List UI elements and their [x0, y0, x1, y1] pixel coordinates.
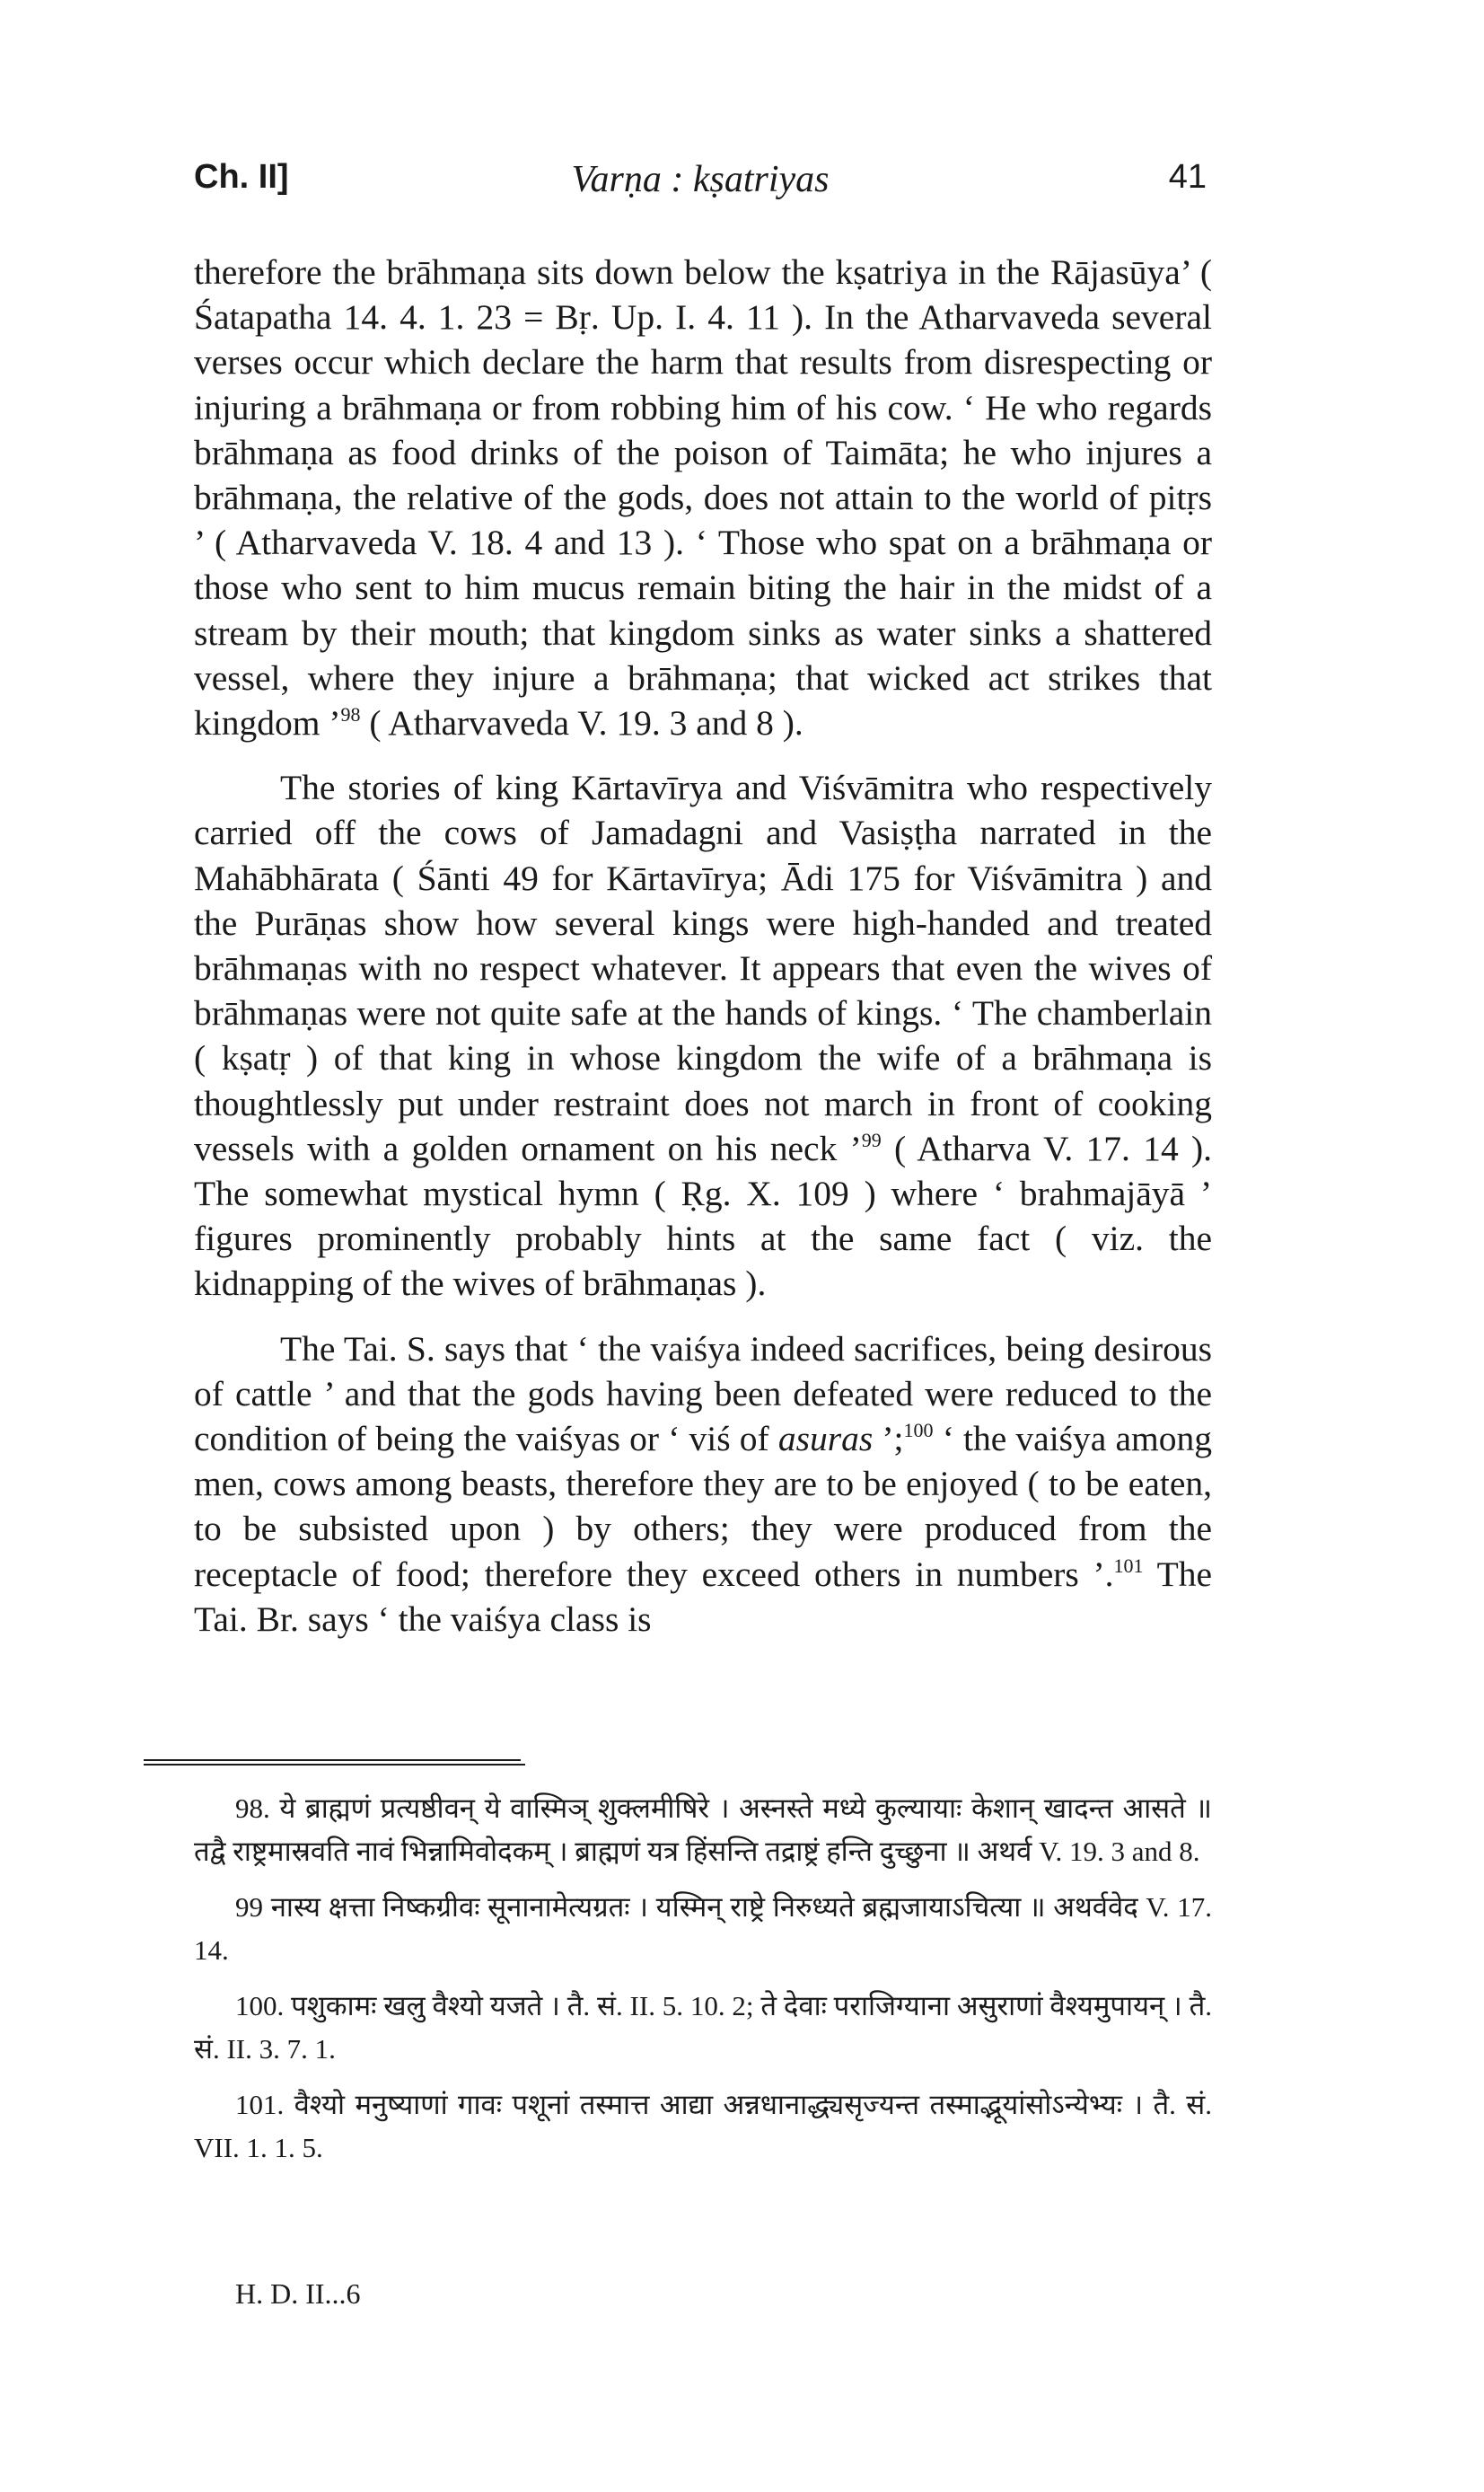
footnote-99 — [194, 1886, 1212, 1972]
running-header — [194, 158, 1207, 212]
footnote-98 — [194, 1787, 1212, 1873]
running-title: Varṇa : kṣatriyas — [571, 159, 830, 200]
footnote-number: 99 — [235, 1891, 263, 1923]
paragraph-text: ‘ the vaiśya among men, cows among beasts, therefore they are to be enjoyed ( to be eaten, to be subsisted upon ) by others; they were produced from the receptacle of food; therefore they exceed others in numbers ’. — [194, 1419, 1212, 1594]
footnote-100 — [194, 1985, 1212, 2071]
footnote-divider-double — [144, 1764, 525, 1766]
footnote-ref-98: 98 — [340, 703, 361, 726]
footnote-text: नास्य क्षत्ता निष्कग्रीवः सूनानामेत्यग्रतः । यस्मिन् राष्ट्रे निरुध्यते ब्रह्मजायाऽचित्या ॥ अथर्ववेद V. 17. 14. — [194, 1891, 1212, 1966]
footnote-divider — [144, 1759, 521, 1761]
footnote-ref-101: 101 — [1113, 1554, 1144, 1577]
footnote-ref-99: 99 — [861, 1128, 882, 1151]
footnote-number: 101. — [235, 2089, 285, 2120]
paragraph-3 — [194, 1326, 1212, 1642]
footnote-101 — [194, 2083, 1212, 2170]
footnote-ref-100: 100 — [903, 1419, 934, 1442]
page-number: 41 — [1168, 158, 1207, 196]
footnotes — [194, 1787, 1212, 2182]
footnote-text: वैश्यो मनुष्याणां गावः पशूनां तस्मात्त आद्या अन्नधानाद्ध्यसृज्यन्त तस्माद्भूयांसोऽन्येभ्यः । तै. सं. VII. 1. 1. 5. — [194, 2089, 1213, 2163]
paragraph-text: ( Atharvaveda V. 19. 3 and 8 ). — [360, 703, 803, 744]
paragraph-text: therefore the brāhmaṇa sits down below the kṣatriya in the Rājasūya’ ( Śatapatha 14. 4. 1. 23 = Bṛ. Up. I. 4. 11 ). In the Atharvaveda several verses occur which declare the harm that results from disrespecting or injuring a brāhmaṇa or from robbing him of his cow. ‘ He who regards brāhmaṇa as food drinks of the poison of Taimāta; he who injures a brāhmaṇa, the relative of the gods, does not attain to the world of pitṛs ’ ( Atharvaveda V. 18. 4 and 13 ). ‘ Those who spat on a brāhmaṇa or those who sent to him mucus remain biting the hair in the midst of a stream by their mouth; that kingdom sinks as water sinks a shattered vessel, where they injure a brāhmaṇa; that wicked act strikes that kingdom ’ — [194, 252, 1212, 744]
paragraph-text: The stories of king Kārtavīrya and Viśvāmitra who respectively carried off the cows of Jamadagni and Vasiṣṭha narrated in the Mahābhārata ( Śānti 49 for Kārtavīrya; Ādi 175 for Viśvāmitra ) and the Purāṇas show how several kings were high-handed and treated brāhmaṇas with no respect whatever. It appears that even the wives of brāhmaṇas were not quite safe at the hands of kings. ‘ The chamberlain ( kṣatṛ ) of that king in whose kingdom the wife of a brāhmaṇa is thoughtlessly put under restraint does not march in front of cooking vessels with a golden ornament on his neck ’ — [194, 768, 1212, 1168]
paragraph-text: The Tai. Br. says ‘ the vaiśya class is — [194, 1554, 1212, 1639]
footnote-text: ये ब्राह्मणं प्रत्यष्ठीवन् ये वास्मिञ् शुक्लमीषिरे । अस्नस्ते मध्ये कुल्यायाः केशान् खादन्त आसते ॥ तद्वै राष्ट्रमास्रवति नावं भिन्नामिवोदकम् । ब्राह्मणं यत्र हिंसन्ति तद्राष्ट्रं हन्ति दुच्छुना ॥ अथर्व V. 19. 3 and 8. — [194, 1792, 1212, 1867]
italic-term: asuras — [777, 1419, 874, 1459]
paragraph-2 — [194, 765, 1212, 1306]
body-text — [194, 250, 1212, 1661]
footnote-number: 98. — [235, 1792, 270, 1824]
signature-mark: H. D. II...6 — [235, 2277, 361, 2310]
paragraph-text: ( Atharva V. 17. 14 ). The somewhat mystical hymn ( Ṛg. X. 109 ) where ‘ brahmajāyā ’ figures prominently probably hints at the same fact ( viz. the kidnapping of the wives of brāhmaṇas ). — [194, 1128, 1212, 1304]
paragraph-1 — [194, 250, 1212, 745]
footnote-text: पशुकामः खलु वैश्यो यजते । तै. सं. II. 5. 10. 2; ते देवाः पराजिग्याना असुराणां वैश्यमुपायन् । तै. सं. II. 3. 7. 1. — [194, 1990, 1213, 2065]
paragraph-text: ’; — [873, 1419, 904, 1459]
chapter-label: Ch. II] — [194, 158, 289, 196]
paragraph-text: The Tai. S. says that ‘ the vaiśya indeed sacrifices, being desirous of cattle ’ and that the gods having been defeated were reduced to the condition of being the vaiśyas or ‘ viś of — [194, 1328, 1212, 1459]
footnote-number: 100. — [235, 1990, 285, 2021]
